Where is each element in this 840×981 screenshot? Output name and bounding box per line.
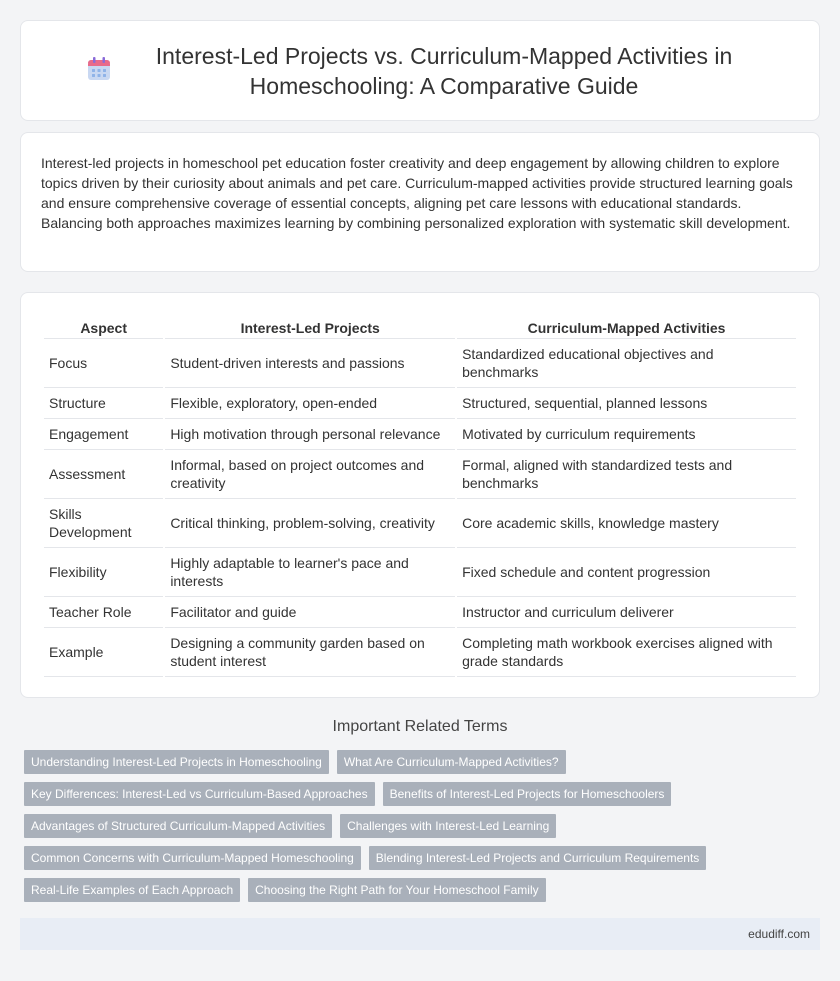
footer-site-link[interactable]: edudiff.com bbox=[748, 927, 810, 941]
related-term-tag[interactable]: Real-Life Examples of Each Approach bbox=[24, 878, 240, 902]
intro-paragraph: Interest-led projects in homeschool pet education foster creativity and deep engagement by allowing children to explore topics driven by their curiosity about animals and pet care. Curriculum-mapped activities provide structured learning goals and ensure comprehensive coverage of essential concepts, aligning pet care lessons with educational standards. Balancing both approaches maximizes learning by combining personalized exploration with systematic skill development. bbox=[41, 155, 793, 231]
intro-card bbox=[20, 132, 820, 272]
table-cell: Example bbox=[44, 628, 163, 677]
related-term-tag[interactable]: Challenges with Interest-Led Learning bbox=[340, 814, 556, 838]
header-card bbox=[20, 20, 820, 121]
table-cell: Designing a community garden based on student interest bbox=[165, 628, 455, 677]
table-cell: Structured, sequential, planned lessons bbox=[457, 388, 796, 419]
tag-row bbox=[24, 782, 814, 806]
related-term-tag[interactable]: Benefits of Interest-Led Projects for Homeschoolers bbox=[383, 782, 672, 806]
comparison-table-card bbox=[20, 292, 820, 698]
related-term-tag[interactable]: Advantages of Structured Curriculum-Mapped Activities bbox=[24, 814, 332, 838]
table-cell: Motivated by curriculum requirements bbox=[457, 419, 796, 450]
footer bbox=[20, 918, 820, 950]
related-term-tag[interactable]: Common Concerns with Curriculum-Mapped Homeschooling bbox=[24, 846, 361, 870]
calendar-icon bbox=[86, 56, 112, 82]
table-row bbox=[44, 450, 796, 499]
table-cell: Student-driven interests and passions bbox=[165, 339, 455, 388]
table-cell: Highly adaptable to learner's pace and interests bbox=[165, 548, 455, 597]
table-cell: Assessment bbox=[44, 450, 163, 499]
table-cell: Critical thinking, problem-solving, creativity bbox=[165, 499, 455, 548]
column-header-interest-led: Interest-Led Projects bbox=[165, 313, 455, 339]
tag-row bbox=[24, 814, 814, 838]
table-cell: Flexible, exploratory, open-ended bbox=[165, 388, 455, 419]
page-title: Interest-Led Projects vs. Curriculum-Mapped Activities in Homeschooling: A Comparative Guide bbox=[155, 42, 733, 99]
column-header-aspect: Aspect bbox=[44, 313, 163, 339]
table-row bbox=[44, 388, 796, 419]
column-header-curriculum-mapped: Curriculum-Mapped Activities bbox=[457, 313, 796, 339]
tag-row bbox=[24, 846, 814, 870]
related-term-tag[interactable]: Understanding Interest-Led Projects in Homeschooling bbox=[24, 750, 329, 774]
related-term-tag[interactable]: Key Differences: Interest-Led vs Curriculum-Based Approaches bbox=[24, 782, 375, 806]
table-cell: Teacher Role bbox=[44, 597, 163, 628]
table-row bbox=[44, 548, 796, 597]
tag-row bbox=[24, 878, 814, 902]
table-row bbox=[44, 499, 796, 548]
table-cell: Flexibility bbox=[44, 548, 163, 597]
table-cell: Completing math workbook exercises aligned with grade standards bbox=[457, 628, 796, 677]
related-term-tag[interactable]: Choosing the Right Path for Your Homeschool Family bbox=[248, 878, 545, 902]
table-row bbox=[44, 628, 796, 677]
table-cell: Core academic skills, knowledge mastery bbox=[457, 499, 796, 548]
table-cell: High motivation through personal relevance bbox=[165, 419, 455, 450]
related-term-tag[interactable]: What Are Curriculum-Mapped Activities? bbox=[337, 750, 566, 774]
table-row bbox=[44, 339, 796, 388]
table-cell: Informal, based on project outcomes and creativity bbox=[165, 450, 455, 499]
table-cell: Formal, aligned with standardized tests and benchmarks bbox=[457, 450, 796, 499]
table-cell: Focus bbox=[44, 339, 163, 388]
table-cell: Fixed schedule and content progression bbox=[457, 548, 796, 597]
related-terms-title: Important Related Terms bbox=[332, 718, 508, 735]
related-terms-list bbox=[24, 750, 814, 910]
related-term-tag[interactable]: Blending Interest-Led Projects and Curriculum Requirements bbox=[369, 846, 707, 870]
table-row bbox=[44, 597, 796, 628]
tag-row bbox=[24, 750, 814, 774]
table-cell: Instructor and curriculum deliverer bbox=[457, 597, 796, 628]
table-cell: Standardized educational objectives and benchmarks bbox=[457, 339, 796, 388]
table-header-row bbox=[44, 313, 796, 339]
table-cell: Facilitator and guide bbox=[165, 597, 455, 628]
table-cell: Structure bbox=[44, 388, 163, 419]
comparison-table bbox=[42, 313, 798, 677]
table-row bbox=[44, 419, 796, 450]
table-cell: Skills Development bbox=[44, 499, 163, 548]
table-cell: Engagement bbox=[44, 419, 163, 450]
